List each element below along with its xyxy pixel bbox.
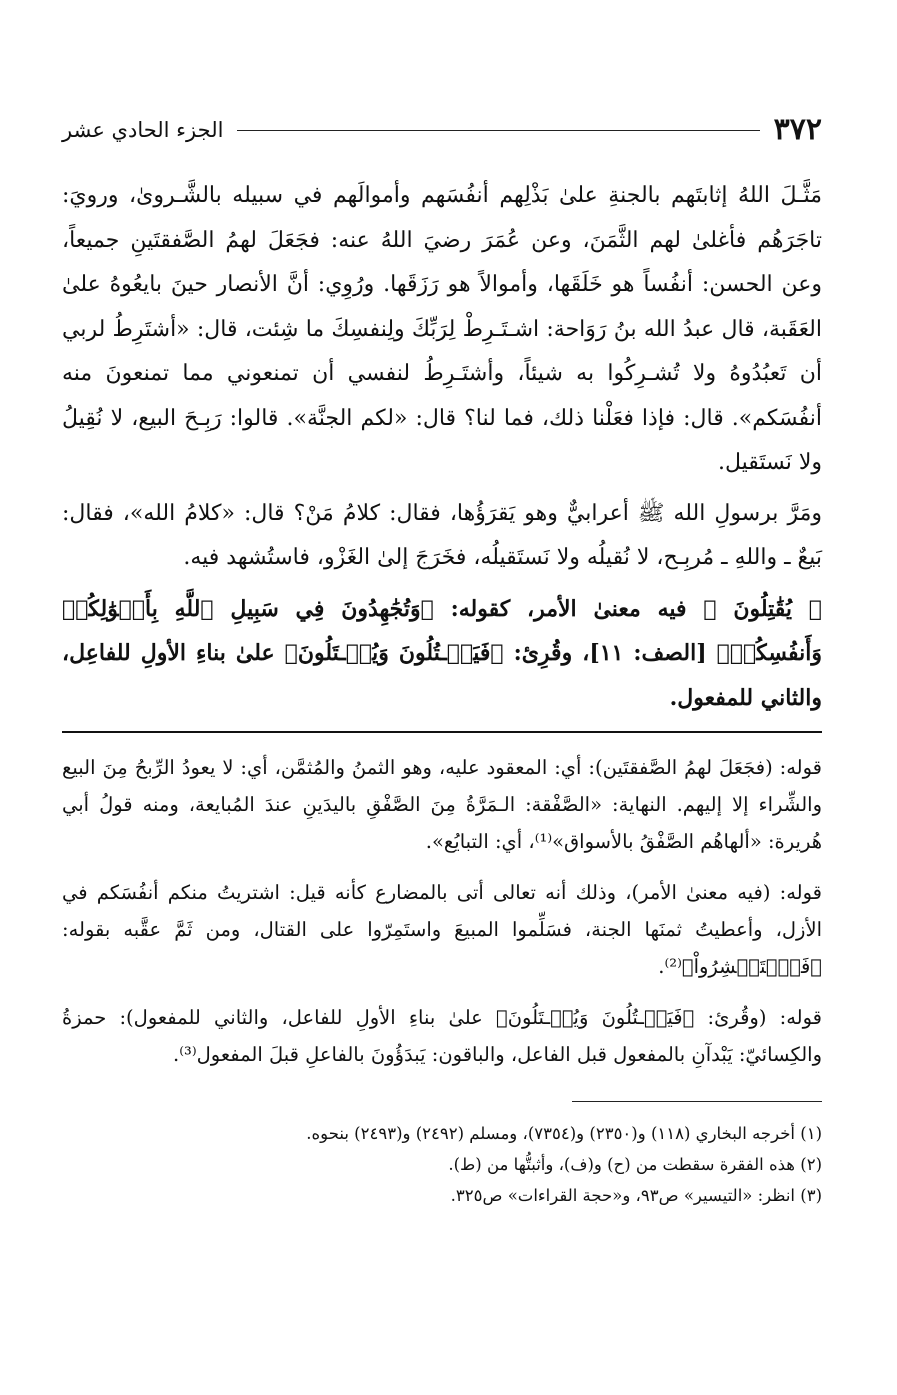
text-commentary-separator — [62, 731, 822, 733]
footnote-1: (١) أخرجه البخاري (١١٨) و(٢٣٥٠) و(٧٣٥٤)، ومسلم (٢٤٩٢) و(٢٤٩٣) بنحوه. — [306, 1124, 822, 1143]
footnote-rule — [572, 1101, 822, 1102]
commentary-paragraph-1: قوله: (فجَعَلَ لهمُ الصَّفقتَين): أي: المعقود عليه، وهو الثمنُ والمُثمَّن، أي: لا يعودُ الرِّبحُ مِنَ البيع والشِّراء إلا إليهم. النهاية: «الصَّفْقة: الـمَرَّةُ مِنَ الصَّفْقِ باليدَينِ عندَ المُبايعة، ومنه قولُ أبي هُريرة: «ألهاهُم الصَّفْقُ بالأسواق»⁽¹⁾، أي: التبايُع». — [62, 756, 822, 853]
footnote-2: (٢) هذه الفقرة سقطت من (ح) و(ف)، وأثبتُّها من (ط). — [448, 1155, 822, 1174]
main-paragraph-1: مَثَّـلَ اللهُ إثابتَهم بالجنةِ علىٰ بَذْلِهم أنفُسَهم وأموالَهم في سبيله بالشَّـروىٰ، ورويَ: تاجَرَهُم فأغلىٰ لهم الثَّمَنَ، وعن عُمَرَ رضيَ اللهُ عنه: فجَعَلَ لهمُ الصَّفقتَينِ جميعاً، وعن الحسن: أنفُساً هو خَلَقَها، وأموالاً هو رَزَقَها. ورُوِي: أنَّ الأنصار حينَ بايعُوهُ علىٰ العَقَبة، قال عبدُ الله بنُ رَوَاحة: اشـتَـرِطْ لِرَبِّكَ ولِنفسِكَ ما شِئت، قال: «أشتَرِطُ لربي أن تَعبُدُوهُ ولا تُشـرِكُوا به شيئاً، وأشتَـرِطُ لنفسي أن تمنعوني مما تمنعونَ منه أنفُسَكم». قال: فإذا فعَلْنا ذلك، فما لنا؟ قال: «لكم الجنَّة». قالوا: رَبِـحَ البيع، لا نُقِيلُ ولا نَستَقيل. — [62, 183, 822, 475]
commentary-paragraph-3: قوله: (وقُرئ: ﴿فَيَقۡـتُلُونَ وَيُقۡـتَلُونَ﴾ علىٰ بناءِ الأولِ للفاعل، والثاني للمفعول): حمزةُ والكِسائيّ: يَبْدآنِ بالمفعول قبل الفاعل، والباقون: يَبدَؤُونَ بالفاعلِ قبلَ المفعول⁽³⁾. — [62, 1006, 822, 1066]
page-header — [62, 108, 822, 152]
commentary-paragraph-2: قوله: (فيه معنىٰ الأمر)، وذلك أنه تعالى أتى بالمضارع كأنه قيل: اشتريتُ منكم أنفُسَكم في الأزل، وأعطيتُ ثمنَها الجنة، فسَلِّموا المبيعَ واستَمِرّوا على القتال، ومن ثَمَّ عقَّبه بقوله: ﴿فَٱسۡتَبۡشِرُواْ﴾⁽²⁾. — [62, 881, 822, 978]
header-rule — [237, 130, 759, 131]
book-page — [62, 108, 822, 1211]
commentary — [62, 749, 822, 1073]
main-text — [62, 174, 822, 720]
running-title: الجزء الحادي عشر — [62, 117, 224, 142]
page-number: ٣٧٢ — [773, 112, 822, 147]
footnote-rule-wrap — [62, 1087, 822, 1118]
footnotes — [62, 1118, 822, 1211]
footnote-3: (٣) انظر: «التيسير» ص٩٣، و«حجة القراءات» ص٣٢٥. — [450, 1186, 822, 1205]
main-paragraph-2: ومَرَّ برسولِ الله ﷺ أعرابيٌّ وهو يَقرَؤُها، فقال: كلامُ مَنْ؟ قال: «كلامُ الله»، فقال: بَيعٌ ـ واللهِ ـ مُربِـح، لا نُقيلُه ولا نَستَقيلُه، فخَرَجَ إلىٰ الغَزْو، فاستُشهد فيه. — [62, 500, 822, 570]
main-paragraph-3: ﴿ يُقَٰتِلُونَ ﴾ فيه معنىٰ الأمر، كقوله: ﴿وَتُجَٰهِدُونَ فِي سَبِيلِ ٱللَّهِ بِأَمۡوَٰلِكُمۡ وَأَنفُسِكُمۡ﴾ [الصف: ١١]، وقُرِئ: ﴿فَيَقۡـتُلُونَ وَيُقۡـتَلُونَ﴾ علىٰ بناءِ الأولِ للفاعِل، والثاني للمفعول. — [62, 595, 822, 711]
